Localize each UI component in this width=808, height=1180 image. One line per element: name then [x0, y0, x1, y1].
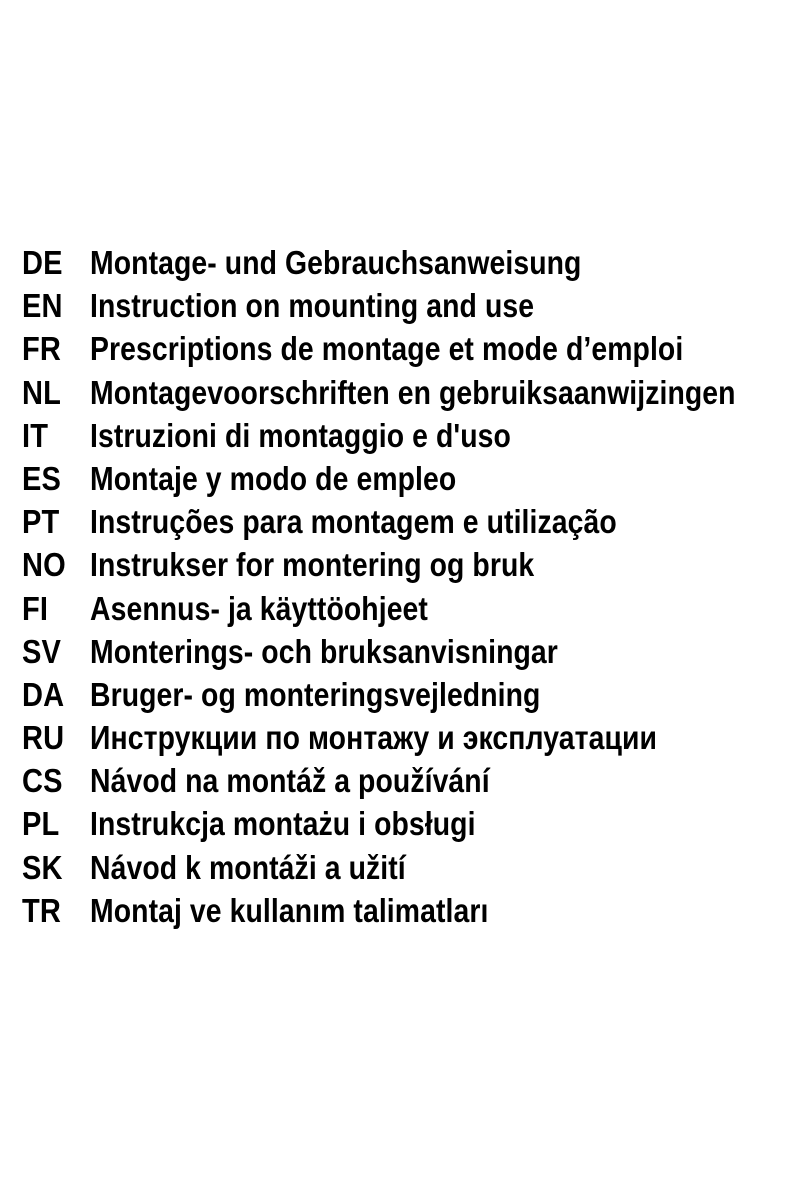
- language-code: PL: [22, 805, 60, 843]
- language-row-fr: [22, 330, 808, 373]
- language-title: Montaj ve kullanım talimatları: [90, 891, 489, 929]
- language-row-pt: [22, 503, 808, 546]
- language-title: Instruction on mounting and use: [90, 287, 535, 325]
- language-title: Návod k montáži a užití: [90, 848, 406, 886]
- language-code: EN: [22, 287, 63, 325]
- language-row-en: [22, 287, 808, 330]
- language-code: TR: [22, 891, 62, 929]
- language-code: NO: [22, 546, 66, 584]
- language-row-nl: [22, 374, 808, 417]
- language-title: Инструкции по монтажу и эксплуатации: [90, 719, 658, 757]
- language-code: FI: [22, 589, 49, 627]
- language-code: ES: [22, 459, 62, 497]
- language-title: Montagevoorschriften en gebruiksaanwijzingen: [90, 373, 736, 411]
- language-row-da: [22, 676, 808, 719]
- language-code: FR: [22, 330, 62, 368]
- language-code: PT: [22, 503, 60, 541]
- language-title: Prescriptions de montage et mode d’emploi: [90, 330, 684, 368]
- language-code: RU: [22, 719, 65, 757]
- language-row-sk: [22, 849, 808, 892]
- language-title: Návod na montáž a používání: [90, 762, 490, 800]
- language-title: Instrukcja montażu i obsługi: [90, 805, 476, 843]
- language-code: DA: [22, 675, 65, 713]
- language-row-no: [22, 546, 808, 589]
- language-code: CS: [22, 762, 63, 800]
- language-row-it: [22, 417, 808, 460]
- language-code: DE: [22, 244, 63, 281]
- language-row-ru: [22, 719, 808, 762]
- language-row-pl: [22, 805, 808, 848]
- language-row-de: [22, 244, 808, 287]
- language-code: SV: [22, 632, 62, 670]
- language-list: [22, 244, 808, 935]
- language-row-fi: [22, 590, 808, 633]
- language-row-tr: [22, 892, 808, 935]
- language-code: IT: [22, 416, 49, 454]
- language-title: Instruções para montagem e utilização: [90, 503, 617, 541]
- language-title: Instrukser for montering og bruk: [90, 546, 535, 584]
- language-title: Montage- und Gebrauchsanweisung: [90, 244, 582, 281]
- language-code: NL: [22, 373, 62, 411]
- language-title: Asennus- ja käyttöohjeet: [90, 589, 428, 627]
- language-row-cs: [22, 762, 808, 805]
- language-row-sv: [22, 633, 808, 676]
- language-title: Istruzioni di montaggio e d'uso: [90, 416, 511, 454]
- language-title: Bruger- og monteringsvejledning: [90, 675, 541, 713]
- language-title: Montaje y modo de empleo: [90, 459, 457, 497]
- language-title: Monterings- och bruksanvisningar: [90, 632, 558, 670]
- language-row-es: [22, 460, 808, 503]
- language-code: SK: [22, 848, 63, 886]
